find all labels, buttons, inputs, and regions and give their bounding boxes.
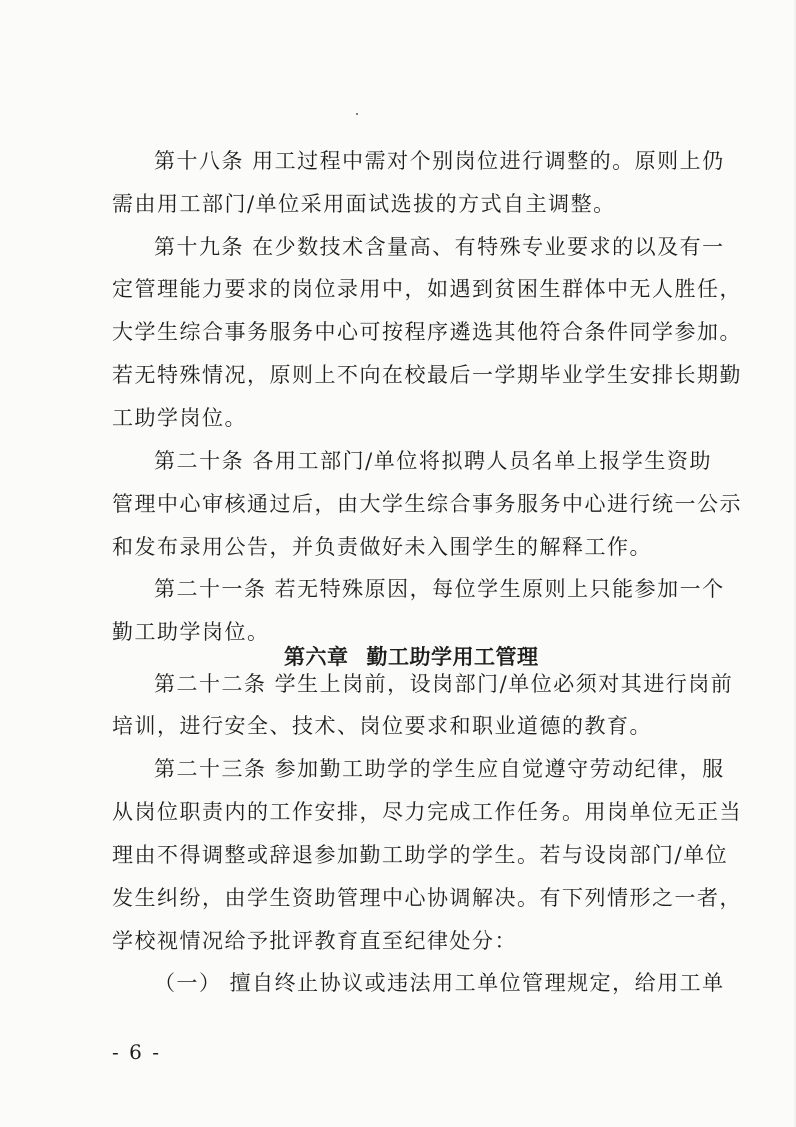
article-23-line-4: 发生纠纷，由学生资助管理中心协调解决。有下列情形之一者， bbox=[112, 886, 742, 910]
article-19-line-5: 工助学岗位。 bbox=[112, 406, 247, 430]
page-number: - 6 - bbox=[112, 1040, 161, 1064]
article-19-line-3: 大学生综合事务服务中心可按程序遴选其他符合条件同学参加。 bbox=[112, 320, 742, 344]
article-18-line-1: 第十八条 用工过程中需对个别岗位进行调整的。原则上仍 bbox=[154, 149, 725, 173]
scan-speck bbox=[356, 113, 358, 115]
article-19-line-2: 定管理能力要求的岗位录用中，如遇到贫困生群体中无人胜任， bbox=[112, 277, 742, 301]
article-19-line-4: 若无特殊情况，原则上不向在校最后一学期毕业学生安排长期勤 bbox=[112, 363, 742, 387]
article-23-line-1: 第二十三条 参加勤工助学的学生应自觉遵守劳动纪律，服 bbox=[154, 757, 725, 781]
clause-1-line-1: （一） 擅自终止协议或违法用工单位管理规定，给用工单 bbox=[154, 971, 725, 995]
article-18-line-2: 需由用工部门/单位采用面试选拔的方式自主调整。 bbox=[112, 192, 616, 216]
article-21-line-1: 第二十一条 若无特殊原因，每位学生原则上只能参加一个 bbox=[154, 577, 725, 601]
chapter-heading bbox=[284, 642, 539, 672]
chapter-number: 第六章 bbox=[284, 645, 349, 669]
article-19-line-1: 第十九条 在少数技术含量高、有特殊专业要求的以及有一 bbox=[154, 235, 725, 259]
article-20-line-2: 管理中心审核通过后，由大学生综合事务服务中心进行统一公示 bbox=[112, 492, 742, 516]
article-22-line-1: 第二十二条 学生上岗前，设岗部门/单位必须对其进行岗前 bbox=[154, 672, 734, 696]
article-22-line-2: 培训，进行安全、技术、岗位要求和职业道德的教育。 bbox=[112, 714, 652, 738]
article-23-line-3: 理由不得调整或辞退参加勤工助学的学生。若与设岗部门/单位 bbox=[112, 843, 729, 867]
article-21-line-2: 勤工助学岗位。 bbox=[112, 620, 270, 644]
article-23-line-5: 学校视情况给予批评教育直至纪律处分： bbox=[112, 929, 517, 953]
article-20-line-1: 第二十条 各用工部门/单位将拟聘人员名单上报学生资助 bbox=[154, 449, 712, 473]
article-23-line-2: 从岗位职责内的工作安排，尽力完成工作任务。用岗单位无正当 bbox=[112, 800, 742, 824]
chapter-title: 勤工助学用工管理 bbox=[366, 645, 539, 669]
article-20-line-3: 和发布录用公告，并负责做好未入围学生的解释工作。 bbox=[112, 535, 652, 559]
